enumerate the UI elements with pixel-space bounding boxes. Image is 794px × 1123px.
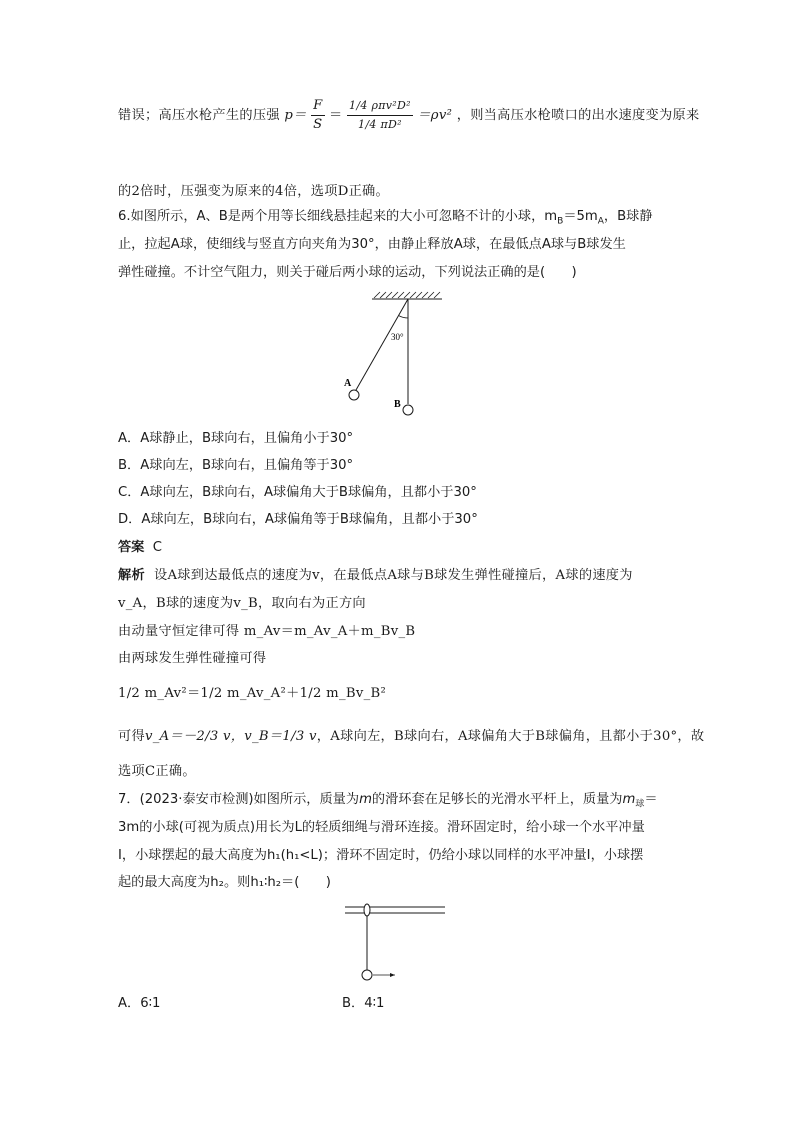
q6-option-d: D．A球向左，B球向右，A球偏角等于B球偏角，且都小于30° — [118, 512, 478, 527]
q5-prefix: 错误；高压水枪产生的压强 — [118, 108, 280, 123]
q5-frac-fs: $\frac{F}{S}$ — [313, 98, 323, 132]
angle-arc — [399, 316, 409, 319]
q6-analysis-line3: 由动量守恒定律可得 m_Av＝m_Av_A＋m_Bv_B — [118, 624, 416, 639]
ball-a-label: A — [344, 378, 352, 389]
q5-eq: ＝ — [329, 108, 343, 123]
q6-analysis-line4: 由两球发生弹性碰撞可得 — [118, 651, 267, 666]
q6-stem-line2: 止，拉起A球，使细线与竖直方向夹角为30°，由静止释放A球，在最低点A球与B球发生 — [118, 237, 626, 252]
ball-a — [349, 390, 359, 400]
q6-pendulum-figure — [338, 290, 448, 420]
ball-b — [403, 405, 413, 415]
q6-analysis-line7: 选项C正确。 — [118, 764, 196, 779]
q6-answer: 答案 C — [118, 540, 162, 555]
ceiling-hatch — [372, 292, 442, 299]
ball — [362, 970, 372, 980]
string-a — [356, 299, 408, 390]
q7-option-a: A．6∶1 — [118, 996, 161, 1011]
ball-b-label: B — [394, 399, 401, 410]
q5-line2: 的2倍时，压强变为原来的4倍，选项D正确。 — [118, 184, 390, 199]
q6-stem-line3: 弹性碰撞。不计空气阻力，则关于碰后两小球的运动，下列说法正确的是( ) — [118, 265, 577, 280]
q6-option-a: A．A球静止，B球向右，且偏角小于30° — [118, 431, 354, 446]
q6-option-c: C．A球向左，B球向右，A球偏角大于B球偏角，且都小于30° — [118, 485, 477, 500]
q6-analysis-line5: 1/2 m_Av²＝1/2 m_Av_A²＋1/2 m_Bv_B² — [118, 686, 387, 701]
q5-suffix: ，则当高压水枪喷口的出水速度变为原来 — [456, 108, 700, 123]
slide-ring — [364, 904, 370, 916]
q7-stem-line2: 3m的小球(可视为质点)用长为L的轻质细绳与滑环连接。滑环固定时，给小球一个水平冲量 — [118, 820, 645, 835]
q6-analysis-line1: 解析 设A球到达最低点的速度为v，在最低点A球与B球发生弹性碰撞后，A球的速度为 — [118, 568, 633, 583]
q7-stem-line3: I，小球摆起的最大高度为h₁(h₁<L)；滑环不固定时，仍给小球以同样的水平冲量I，小球摆 — [118, 848, 644, 863]
q7-option-b: B．4∶1 — [342, 996, 385, 1011]
angle-label: 30° — [391, 332, 404, 342]
q7-stem-line4: 起的最大高度为h₂。则h₁∶h₂＝( ) — [118, 875, 331, 890]
q6-stem-line1: 6.如图所示，A、B是两个用等长细线悬挂起来的大小可忽略不计的小球，$m_B=5m_A$，B球静 — [118, 209, 653, 227]
q7-stem-line1: 7．(2023·泰安市检测)如图所示，质量为m的滑环套在足够长的光滑水平杆上，质量为$m_球=$ — [118, 792, 658, 810]
q5-formula-line — [118, 97, 699, 134]
q6-analysis-line6: 可得v_A＝－2/3 v，v_B＝1/3 v，A球向左，B球向右，A球偏角大于B球偏角，且都小于30°，故 — [118, 729, 705, 744]
q5-frac-big: $\frac{\text{1/4 ρπv²D²}}{\text{1/4 πD²}}$ — [349, 99, 411, 131]
arrow-head-icon — [390, 973, 395, 977]
q6-analysis-line2: v_A，B球的速度为v_B，取向右为正方向 — [118, 596, 366, 611]
q7-ring-figure — [340, 895, 450, 990]
q6-option-b: B．A球向左，B球向右，且偏角等于30° — [118, 458, 354, 473]
q5-rhs: ＝ρv² — [417, 108, 453, 123]
q5-lhs: p＝ — [284, 108, 307, 123]
